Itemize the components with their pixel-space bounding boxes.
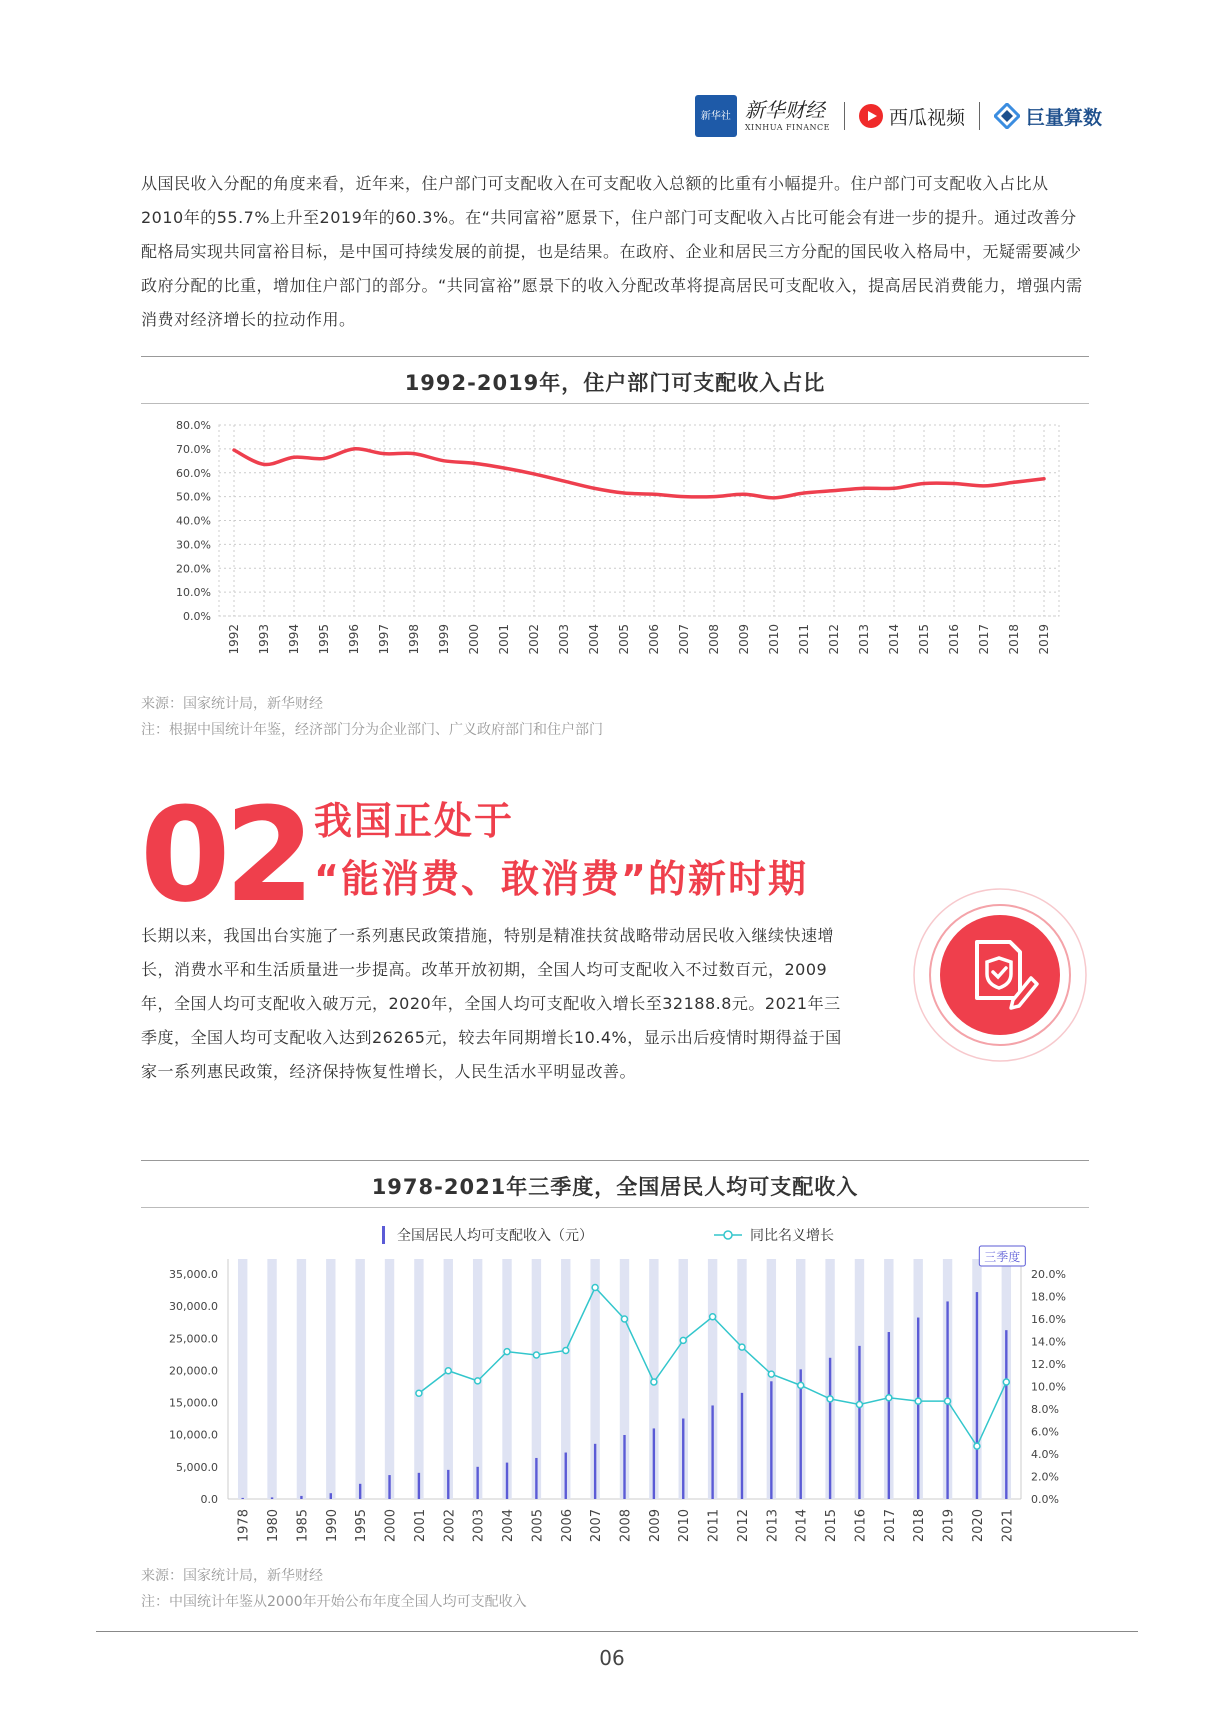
- chart1-ytick-label: 60.0%: [176, 466, 211, 480]
- chart2-xtick-label: 2019: [941, 1509, 957, 1543]
- chart2-title-rule: [141, 1207, 1089, 1208]
- xigua-video-logo: [859, 103, 965, 130]
- chart2-right-tick-label: 12.0%: [1031, 1358, 1066, 1371]
- xinhua-box-logo: 新华社: [695, 95, 737, 137]
- chart1-ytick-label: 70.0%: [176, 442, 211, 456]
- chart2-left-tick-label: 30,000.0: [169, 1300, 218, 1314]
- chart2-bar-background: [238, 1259, 247, 1499]
- chart2-growth-point: [856, 1402, 862, 1408]
- chart1-xtick-label: 2000: [467, 624, 481, 655]
- chart2-xtick-label: 1990: [324, 1509, 340, 1543]
- chart1-ytick-label: 10.0%: [176, 586, 211, 600]
- chart2-growth-point: [680, 1337, 686, 1343]
- chart2-bar: [359, 1484, 361, 1499]
- chart2-bar: [741, 1393, 743, 1499]
- chart1-xtick-label: 2010: [767, 624, 781, 655]
- chart2-left-tick-label: 20,000.0: [169, 1364, 218, 1378]
- chart1-top-rule: [141, 356, 1089, 357]
- chart1-xtick-label: 2019: [1037, 624, 1051, 655]
- chart1-xtick-label: 1998: [407, 624, 421, 655]
- chart1-note: 注：根据中国统计年鉴，经济部门分为企业部门、广义政府部门和住户部门: [141, 722, 603, 738]
- chart2-xtick-label: 2001: [412, 1509, 428, 1543]
- household-income-share-chart: [141, 410, 1089, 686]
- chart2-growth-point: [739, 1344, 745, 1350]
- chart2-growth-point: [768, 1371, 774, 1377]
- chart2-xtick-label: 2020: [970, 1509, 986, 1543]
- chart2-xtick-label: 2005: [530, 1509, 546, 1543]
- chart2-left-tick-label: 15,000.0: [169, 1396, 218, 1410]
- chart1-xtick-label: 1993: [257, 624, 271, 655]
- chart2-xtick-label: 2010: [677, 1509, 693, 1543]
- chart1-ytick-label: 0.0%: [183, 610, 211, 623]
- chart2-bar: [917, 1318, 919, 1499]
- chart2-bar: [476, 1467, 478, 1499]
- chart2-growth-point: [563, 1348, 569, 1354]
- chart2-growth-point: [1003, 1379, 1009, 1385]
- chart1-xtick-label: 1994: [287, 624, 301, 655]
- chart1-ytick-label: 30.0%: [176, 538, 211, 552]
- chart2-growth-point: [445, 1368, 451, 1374]
- chart1-xtick-label: 2005: [617, 624, 631, 655]
- chart2-xtick-label: 2013: [765, 1509, 781, 1543]
- chart2-growth-point: [533, 1352, 539, 1358]
- legend-line-marker: [724, 1231, 732, 1239]
- chart2-bar: [241, 1498, 243, 1499]
- chart2-xtick-label: 2015: [824, 1509, 840, 1543]
- section-paragraph: 长期以来，我国出台实施了一系列惠民政策措施，特别是精准扶贫战略带动居民收入继续快速增长，消费水平和生活质量进一步提高。改革开放初期，全国人均可支配收入不过数百元，2009年，全国人均可支配收入破万元，2020年，全国人均可支配收入增长至32188.8元。2021年三季度，全国人均可支配收入达到26265元，较去年同期增长10.4%，显示出后疫情时期得益于国家一系列惠民政策，经济保持恢复性增长，人民生活水平明显改善。: [141, 926, 842, 1081]
- legend-bar-swatch: [382, 1226, 385, 1244]
- chart2-title: 1978-2021年三季度，全国居民人均可支配收入: [371, 1175, 859, 1199]
- chart2-growth-point: [416, 1390, 422, 1396]
- chart2-xtick-label: 2002: [442, 1509, 458, 1543]
- chart2-growth-point: [827, 1396, 833, 1402]
- chart2-xtick-label: 2004: [501, 1509, 517, 1543]
- chart2-right-tick-label: 14.0%: [1031, 1335, 1066, 1349]
- chart1-ytick-label: 40.0%: [176, 514, 211, 528]
- xigua-label: 西瓜视频: [888, 106, 965, 129]
- chart2-xtick-label: 2011: [706, 1509, 722, 1543]
- legend-bar-label: 全国居民人均可支配收入（元）: [397, 1228, 593, 1244]
- chart2-left-tick-label: 10,000.0: [169, 1428, 218, 1442]
- chart2-growth-point: [504, 1349, 510, 1355]
- section-title-line2: “能消费、敢消费”的新时期: [314, 857, 808, 901]
- chart2-bar: [506, 1463, 508, 1499]
- chart2-growth-point: [651, 1379, 657, 1385]
- juliang-diamond-icon: [994, 103, 1020, 129]
- chart2-growth-point: [945, 1398, 951, 1404]
- chart2-xtick-label: 2006: [559, 1509, 575, 1543]
- chart1-title-rule: [141, 403, 1089, 404]
- chart1-xtick-label: 2006: [647, 624, 661, 655]
- chart2-bar-background: [297, 1259, 306, 1499]
- chart2-bar: [418, 1473, 420, 1499]
- chart2-bar: [565, 1453, 567, 1499]
- juliang-logo: [994, 103, 1102, 130]
- chart1-xtick-label: 1995: [317, 624, 331, 655]
- chart1-xtick-label: 1996: [347, 624, 361, 655]
- chart2-left-tick-label: 25,000.0: [169, 1332, 218, 1346]
- per-capita-income-chart: [141, 1214, 1089, 1564]
- chart2-bar-background: [355, 1259, 364, 1499]
- chart2-note: 注：中国统计年鉴从2000年开始公布年度全国人均可支配收入: [141, 1594, 527, 1610]
- chart1-xtick-label: 2008: [707, 624, 721, 655]
- chart2-xtick-label: 2014: [794, 1509, 810, 1543]
- chart2-bar: [300, 1496, 302, 1499]
- chart2-growth-point: [798, 1382, 804, 1388]
- chart2-growth-point: [475, 1378, 481, 1384]
- chart1-xtick-label: 2009: [737, 624, 751, 655]
- chart2-right-tick-label: 2.0%: [1031, 1470, 1059, 1484]
- header-logos: [695, 92, 1102, 140]
- chart1-xtick-label: 2013: [857, 624, 871, 655]
- chart2-bar: [976, 1292, 978, 1499]
- chart2-bar: [682, 1419, 684, 1499]
- chart2-xtick-label: 2003: [471, 1509, 487, 1543]
- chart2-xtick-label: 2012: [735, 1509, 751, 1543]
- chart2-bar: [330, 1493, 332, 1499]
- chart2-bar-background: [385, 1259, 394, 1499]
- chart2-xtick-label: 2007: [589, 1509, 605, 1543]
- chart2-right-tick-label: 20.0%: [1031, 1268, 1066, 1281]
- chart2-growth-point: [974, 1443, 980, 1449]
- legend-line-label: 同比名义增长: [750, 1228, 834, 1244]
- chart2-growth-point: [710, 1314, 716, 1320]
- chart2-xtick-label: 2016: [853, 1509, 869, 1543]
- chart2-right-tick-label: 6.0%: [1031, 1425, 1059, 1439]
- chart1-xtick-label: 1999: [437, 624, 451, 655]
- chart2-xtick-label: 2021: [1000, 1509, 1016, 1543]
- chart2-right-tick-label: 8.0%: [1031, 1403, 1059, 1416]
- document-check-pen-icon: [905, 880, 1095, 1070]
- chart2-bar: [271, 1497, 273, 1499]
- chart2-right-tick-label: 10.0%: [1031, 1380, 1066, 1394]
- annotation-label: 三季度: [984, 1250, 1021, 1264]
- chart1-xtick-label: 2018: [1007, 624, 1021, 655]
- chart2-bar: [1005, 1330, 1007, 1499]
- chart1-xtick-label: 2001: [497, 624, 511, 655]
- chart2-xtick-label: 2000: [383, 1509, 399, 1543]
- chart1-series-line: [234, 449, 1044, 498]
- chart2-bar: [711, 1405, 713, 1499]
- intro-paragraph: 从国民收入分配的角度来看，近年来，住户部门可支配收入在可支配收入总额的比重有小幅提升。住户部门可支配收入占比从2010年的55.7%上升至2019年的60.3%。在“共同富裕”愿景下，住户部门可支配收入占比可能会有进一步的提升。通过改善分配格局实现共同富裕目标，是中国可持续发展的前提，也是结果。在政府、企业和居民三方分配的国民收入格局中，无疑需要减少政府分配的比重，增加住户部门的部分。“共同富裕”愿景下的收入分配改革将提高居民可支配收入，提高居民消费能力，增强内需消费对经济增长的拉动作用。: [141, 174, 1083, 329]
- chart1-xtick-label: 2016: [947, 624, 961, 655]
- xinhua-finance-logo: [695, 95, 830, 137]
- chart2-bar: [594, 1444, 596, 1499]
- chart2-bar: [388, 1475, 390, 1499]
- chart2-xtick-label: 1985: [295, 1509, 311, 1543]
- chart2-growth-point: [915, 1398, 921, 1404]
- chart2-growth-point: [886, 1395, 892, 1401]
- chart2-bar: [770, 1381, 772, 1499]
- chart2-growth-point: [592, 1285, 598, 1291]
- chart2-bar: [447, 1470, 449, 1499]
- footer-rule: [96, 1631, 1138, 1632]
- chart2-xtick-label: 1980: [266, 1509, 282, 1543]
- chart1-xtick-label: 2014: [887, 624, 901, 655]
- chart1-xtick-label: 1992: [227, 624, 241, 655]
- chart2-xtick-label: 1978: [236, 1509, 252, 1543]
- chart2-top-rule: [141, 1160, 1089, 1161]
- chart2-xtick-label: 2008: [618, 1509, 634, 1543]
- chart2-bar: [535, 1458, 537, 1499]
- chart2-left-tick-label: 35,000.0: [169, 1268, 218, 1281]
- section-number: 02: [140, 779, 309, 931]
- chart1-xtick-label: 2011: [797, 624, 811, 655]
- chart1-ytick-label: 20.0%: [176, 562, 211, 576]
- chart1-source: 来源：国家统计局，新华财经: [141, 696, 323, 712]
- chart1-xtick-label: 2003: [557, 624, 571, 655]
- juliang-label: 巨量算数: [1025, 106, 1102, 129]
- chart1-xtick-label: 2007: [677, 624, 691, 655]
- chart2-bar: [623, 1435, 625, 1499]
- chart2-right-tick-label: 4.0%: [1031, 1448, 1059, 1461]
- chart1-ytick-label: 80.0%: [176, 419, 211, 432]
- chart2-left-tick-label: 0.0: [200, 1493, 218, 1506]
- chart2-xtick-label: 1995: [354, 1509, 370, 1543]
- chart2-bar-background: [326, 1259, 335, 1499]
- chart1-xtick-label: 1997: [377, 624, 391, 655]
- chart2-bar-background: [444, 1259, 453, 1499]
- chart2-xtick-label: 2009: [647, 1509, 663, 1543]
- chart1-title: 1992-2019年，住户部门可支配收入占比: [404, 371, 826, 395]
- chart2-bar: [653, 1428, 655, 1499]
- chart1-xtick-label: 2017: [977, 624, 991, 655]
- chart1-xtick-label: 2004: [587, 624, 601, 655]
- page-number: 06: [599, 1646, 625, 1670]
- chart2-right-tick-label: 18.0%: [1031, 1290, 1066, 1304]
- xigua-play-icon: [859, 104, 883, 128]
- chart2-bar-background: [267, 1259, 276, 1499]
- chart2-right-tick-label: 0.0%: [1031, 1493, 1059, 1506]
- chart2-left-tick-label: 5,000.0: [176, 1460, 218, 1474]
- chart2-bar: [888, 1332, 890, 1499]
- chart1-ytick-label: 50.0%: [176, 490, 211, 504]
- chart1-xtick-label: 2015: [917, 624, 931, 655]
- chart2-source: 来源：国家统计局，新华财经: [141, 1568, 323, 1584]
- chart2-xtick-label: 2018: [912, 1509, 928, 1543]
- chart2-bar-background: [414, 1259, 423, 1499]
- chart2-bar: [829, 1358, 831, 1499]
- chart2-right-tick-label: 16.0%: [1031, 1313, 1066, 1326]
- section-title-line1: 我国正处于: [314, 799, 515, 843]
- chart2-growth-point: [622, 1316, 628, 1322]
- chart1-xtick-label: 2012: [827, 624, 841, 655]
- chart2-xtick-label: 2017: [882, 1509, 898, 1543]
- xinhua-cn-label: 新华财经: [744, 98, 825, 122]
- header-divider: [979, 102, 980, 130]
- header-divider: [844, 102, 845, 130]
- xinhua-en-label: XINHUA FINANCE: [744, 123, 830, 132]
- chart1-xtick-label: 2002: [527, 624, 541, 655]
- chart2-bar: [858, 1346, 860, 1499]
